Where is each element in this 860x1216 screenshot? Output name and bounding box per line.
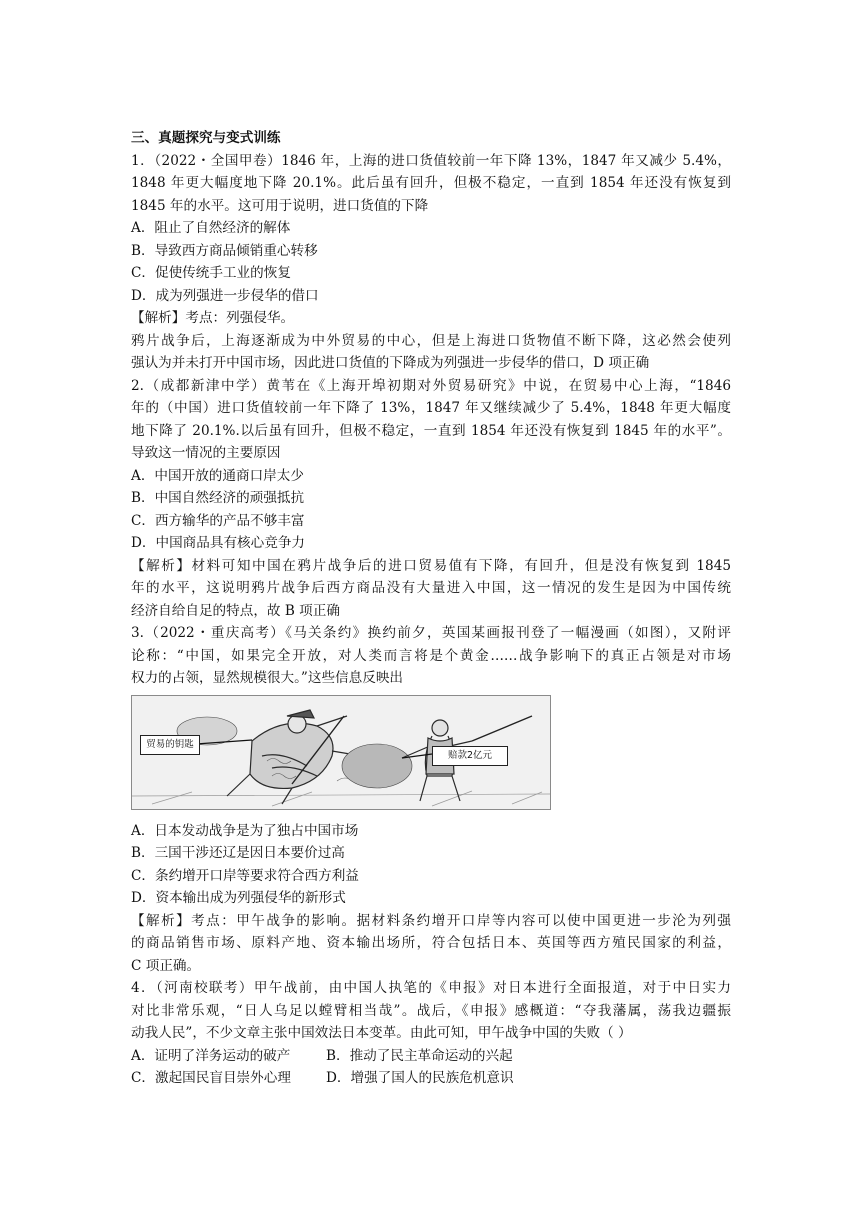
- question-3-analysis-line-3: C 项正确。: [131, 957, 201, 974]
- document-content: [131, 127, 731, 1090]
- question-2-option-b: B．中国自然经济的顽强抵抗: [131, 490, 305, 506]
- question-4-options-row-2: [131, 1067, 731, 1090]
- question-1: [131, 150, 731, 375]
- question-1-analysis-line-1: 【解析】考点：列强侵华。: [131, 310, 295, 326]
- question-2-text-line-2: 年的（中国）进口货值较前一年下降了 13%，1847 年又继续减少了 5.4%，1848 年更大幅度: [131, 400, 731, 416]
- question-2-option-a: A．中国开放的通商口岸太少: [131, 467, 304, 484]
- question-1-option-d: D．成为列强进一步侵华的借口: [131, 287, 319, 304]
- cartoon-label-trade-key: 贸易的钥匙: [140, 735, 200, 755]
- question-4-option-b: B．推动了民主革命运动的兴起: [326, 1047, 513, 1064]
- question-3-text-line-2: 论称：“中国，如果完全开放，对人类而言将是个黄金……战争影响下的真正占领是对市场: [131, 647, 731, 664]
- question-2-analysis-line-2: 年的水平，这说明鸦片战争后西方商品没有大量进入中国，这一情况的发生是因为中国传统: [131, 580, 731, 596]
- question-2: [131, 375, 731, 623]
- question-4-options-row-1: [131, 1045, 731, 1068]
- question-3: [131, 622, 731, 977]
- question-1-text-line-1: 1．（2022・全国甲卷）1846 年，上海的进口货值较前一年下降 13%，1847 年又减少 5.4%，: [131, 152, 731, 169]
- question-4-option-d: D．增强了国人的民族危机意识: [326, 1070, 514, 1086]
- question-1-analysis-line-3: 强认为并未打开中国市场，因此进口货值的下降成为列强进一步侵华的借口，D 项正确: [131, 355, 650, 371]
- question-3-text-line-3: 权力的占领，显然规模很大。”这些信息反映出: [131, 670, 404, 686]
- section-title: 三、真题探究与变式训练: [131, 130, 281, 146]
- question-2-analysis-line-3: 经济自给自足的特点，故 B 项正确: [131, 602, 340, 619]
- question-1-option-c: C．促使传统手工业的恢复: [131, 265, 291, 281]
- question-4-option-a: A．证明了洋务运动的破产: [131, 1047, 291, 1064]
- question-3-option-c: C．条约增开口岸等要求符合西方利益: [131, 867, 359, 884]
- question-4: [131, 977, 731, 1090]
- question-1-option-b: B．导致西方商品倾销重心转移: [131, 242, 318, 259]
- question-1-option-a: A．阻止了自然经济的解体: [131, 220, 291, 236]
- question-3-option-b: B．三国干涉还辽是因日本要价过高: [131, 845, 345, 861]
- question-3-option-a: A．日本发动战争是为了独占中国市场: [131, 822, 359, 839]
- question-2-text-line-3: 地下降了 20.1%.以后虽有回升，但极不稳定，一直到 1854 年还没有恢复到 1845 年的水平”。: [131, 422, 731, 439]
- question-3-option-d: D．资本输出成为列强侵华的新形式: [131, 890, 346, 906]
- question-4-option-c: C．激起国民盲目崇外心理: [131, 1070, 291, 1086]
- question-4-text-line-1: 4．（河南校联考）甲午战前，由中国人执笔的《申报》对日本进行全面报道，对于中日实力: [131, 980, 731, 996]
- question-1-text-line-2: 1848 年更大幅度地下降 20.1%。此后虽有回升，但极不稳定，一直到 1854 年还没有恢复到: [131, 175, 731, 191]
- question-3-analysis-line-2: 的商品销售市场、原料产地、资本输出场所，符合包括日本、英国等西方殖民国家的利益，: [131, 935, 731, 951]
- question-2-option-c: C．西方输华的产品不够丰富: [131, 512, 305, 529]
- cartoon-label-indemnity: 赔款2亿元: [432, 746, 508, 766]
- question-4-text-line-3: 动我人民”，不少文章主张中国效法日本变革。由此可知，甲午战争中国的失败（ ）: [131, 1025, 632, 1041]
- question-1-analysis-line-2: 鸦片战争后，上海逐渐成为中外贸易的中心，但是上海进口货物值不断下降，这必然会使列: [131, 332, 731, 349]
- question-2-option-d: D．中国商品具有核心竞争力: [131, 535, 306, 551]
- question-2-text-line-4: 导致这一情况的主要原因: [131, 445, 281, 461]
- question-1-text-line-3: 1845 年的水平。这可用于说明，进口货值的下降: [131, 197, 429, 214]
- question-3-text-line-1: 3.（2022・重庆高考）《马关条约》换约前夕，英国某画报刊登了一幅漫画（如图），又附评: [131, 625, 731, 641]
- question-4-text-line-2: 对比非常乐观，“日人乌足以螳臂相当哉”。战后，《申报》感概道：“夺我藩属，荡我边疆振: [131, 1002, 731, 1019]
- question-2-analysis-line-1: 【解析】材料可知中国在鸦片战争后的进口贸易值有下降，有回升，但是没有恢复到 1845: [131, 557, 731, 574]
- cartoon-figure: [131, 695, 551, 810]
- question-2-text-line-1: 2.（成都新津中学）黄苇在《上海开埠初期对外贸易研究》中说，在贸易中心上海，“1846: [131, 377, 731, 394]
- question-3-analysis-line-1: 【解析】考点：甲午战争的影响。据材料条约增开口岸等内容可以使中国更进一步沦为列强: [131, 912, 731, 929]
